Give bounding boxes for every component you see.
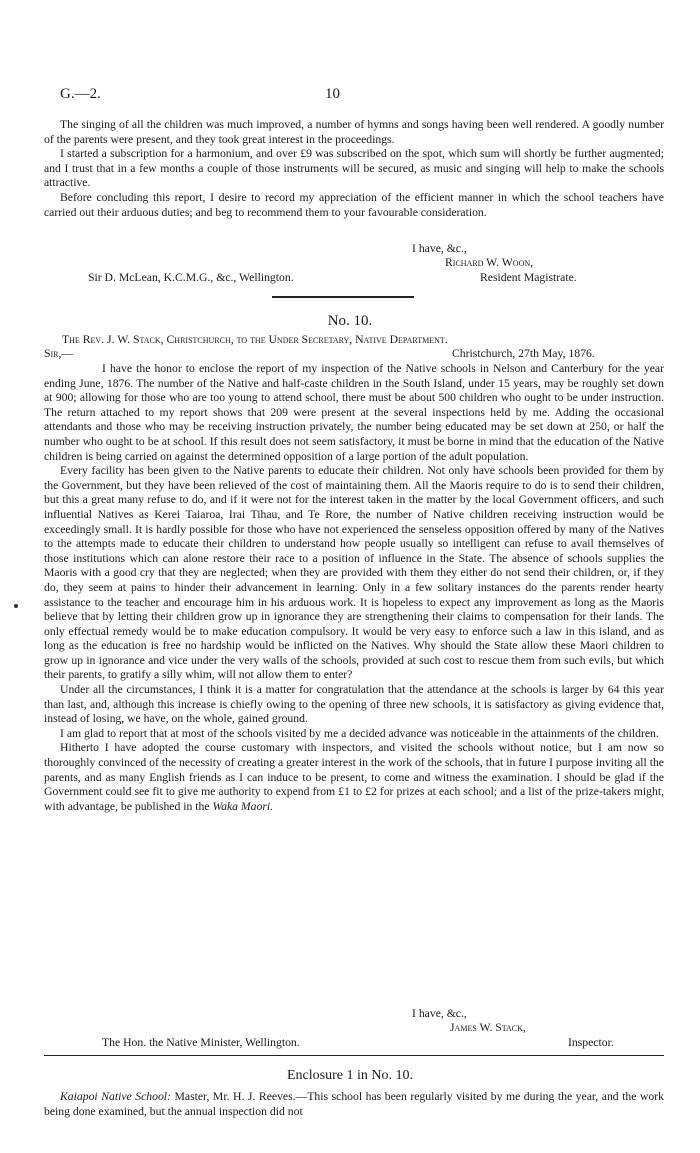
- paragraph: I am glad to report that at most of the schools visited by me a decided advance was noticeable in the attainments of the children.: [60, 726, 659, 740]
- paragraph: Every facility has been given to the Native parents to educate their children. Not only have schools been provided for them by the Government, but they have been relieved of the cost of maintaining them. All the Maoris require to do is to send their children, but this a great many refuse to do, and if it were not for the interest taken in the matter by the local Government officers, and such influential Natives as Kerei Taiaroa, Irai Tihau, and Te Rore, the number of Native children receiving instruction would be exceedingly small. It is hardly possible for those who have not experienced the senseless opposition offered by many of the Natives to the attempts made to educate their children to understand how people usually so intelligent can refuse to avail themselves of those institutions which can alone restore their race to a position of influence in the State. The absence of schools supplies the Maoris with a good cry that they are neglected; when they are provided with them they either do not send their children, or, if they do, they seem at pains to hinder their advancement in learning. Only in a few solitary instances do the parents render hearty assistance to the teacher and encourage him in his arduous work. It is hopeless to expect any improvement as long as the Maoris believe that by letting their children grow up in ignorance they are strengthening their claims to compensation for their lands. The only effectual remedy would be to make education compulsory. It would be very easy to enforce such a law in this island, and as long as the education is free no hardship would be inflicted on the Natives. Why should the State allow these Maori children to grow up in ignorance and vice under the very walls of the schools, provided at such cost to rescue them from such evils, but which their parents, to gratify a silly whim, will not allow them to enter?: [44, 464, 664, 682]
- paragraph: [44, 1090, 664, 1119]
- paragraph-text: Hitherto I have adopted the course customary with inspectors, and visited the schools without notice, but I am now so thoroughly convinced of the necessity of creating a greater interest in the work of the schools, that in future I purpose inviting all the parents, and as many English friends as I can induce to be present, to come and witness the examination. I should be glad if the Government could see fit to give me authority to expend from £1 to £2 for prizes at each school; and a list of the prize-takers might, with advantage, be published in the: [44, 741, 664, 813]
- letter-from-line: The Rev. J. W. Stack, Christchurch, to the Under Secretary, Native Department.: [62, 333, 448, 346]
- signature-closing: I have, &c.,: [412, 242, 467, 255]
- top-text-block: [44, 118, 664, 220]
- signature-closing: I have, &c.,: [412, 1007, 467, 1020]
- signature-title: Inspector.: [568, 1036, 614, 1049]
- page-number: 10: [325, 86, 340, 102]
- paragraph: Before concluding this report, I desire to record my appreciation of the efficient manner in which the school teachers have carried out their arduous duties; and beg to recommend them to your favourable consideration.: [44, 190, 664, 219]
- paragraph: I started a subscription for a harmonium, and over £9 was subscribed on the spot, which sum will shortly be further augmented; and I trust that in a few months a couple of those instruments will be secured, as music and singing will help to make the schools attractive.: [44, 147, 664, 190]
- newspaper-title: Waka Maori.: [212, 799, 274, 813]
- addressee: The Hon. the Native Minister, Wellington.: [102, 1036, 300, 1049]
- document-reference: G.—2.: [60, 86, 101, 102]
- paragraph: [44, 741, 664, 814]
- place-date: Christchurch, 27th May, 1876.: [452, 347, 595, 360]
- letter-body: [44, 362, 664, 814]
- addressee: Sir D. McLean, K.C.M.G., &c., Wellington.: [88, 271, 294, 284]
- enclosure-heading: Enclosure 1 in No. 10.: [287, 1068, 413, 1083]
- signature-name: Richard W. Woon,: [445, 256, 534, 269]
- enclosure-body: [44, 1090, 664, 1119]
- section-heading: No. 10.: [327, 313, 373, 329]
- paragraph: Under all the circumstances, I think it is a matter for congratulation that the attendance at the schools is larger by 64 this year than last, and, although this increase is chiefly owing to the opening of three new schools, it is satisfactory as giving evidence that, instead of losing, we have, on the whole, gained ground.: [44, 683, 664, 726]
- paragraph-text: Master, Mr. H. J. Reeves.—This school has been regularly visited by me during the year, and the work being done examined, but the annual inspection did not: [44, 1090, 664, 1118]
- section-divider: [272, 296, 414, 298]
- margin-mark: [14, 604, 18, 608]
- enclosure-divider: [44, 1055, 664, 1056]
- paragraph: The singing of all the children was much improved, a number of hymns and songs having been well rendered. A goodly number of the parents were present, and they took great interest in the proceedings.: [44, 118, 664, 146]
- salutation: Sir,—: [44, 347, 74, 360]
- signature-name: James W. Stack,: [450, 1021, 526, 1034]
- signature-title: Resident Magistrate.: [480, 271, 577, 284]
- school-name: Kaiapoi Native School:: [60, 1090, 171, 1103]
- paragraph: I have the honor to enclose the report of my inspection of the Native schools in Nelson and Canterbury for the year ending June, 1876. The number of the Native and half-caste children in the South Island, under 15 years, may be roughly set down at 900; allowing for those who are too young to attend school, there must be about 500 children who ought to be under instruction. The return attached to my report shows that 209 were present at the several inspections held by me. Adding the occasional attendants and those who may be receiving instruction privately, the number being educated may be set down at 250, or half the number who ought to be at school. If this result does not seem satisfactory, it must be borne in mind that the education of the Native children is being carried on against the determined opposition of a large portion of the adult population.: [44, 362, 664, 463]
